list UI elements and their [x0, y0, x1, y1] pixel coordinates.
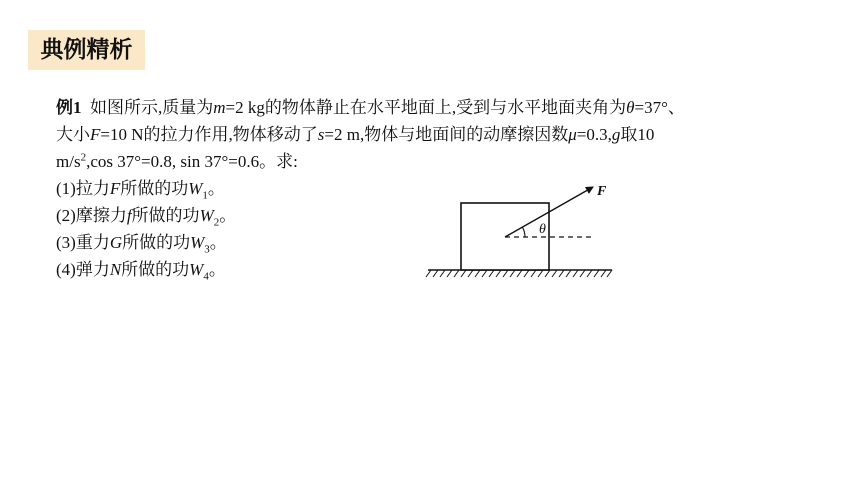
- symbol-theta: θ: [626, 98, 635, 117]
- question-symbol: G: [109, 233, 123, 252]
- question-text: 所做的功: [131, 206, 200, 225]
- question-text: 。: [208, 260, 226, 279]
- text-segment: m/s: [56, 152, 81, 171]
- question-text: (3)重力: [56, 233, 110, 252]
- question-text: 所做的功: [121, 260, 190, 279]
- question-text: 所做的功: [122, 233, 191, 252]
- symbol-g: g: [611, 125, 621, 144]
- work-symbol: W: [189, 260, 204, 279]
- text-segment: =2 m,物体与地面间的动摩擦因数: [324, 125, 569, 144]
- text-segment: =0.3,: [576, 125, 612, 144]
- question-text: 所做的功: [120, 179, 189, 198]
- subscript: 3: [204, 243, 210, 256]
- subscript: 4: [203, 270, 209, 283]
- text-segment: =2 kg的物体静止在水平地面上,受到与水平地面夹角为: [225, 98, 627, 117]
- force-diagram: [425, 176, 615, 280]
- problem-line-3: [56, 148, 816, 175]
- symbol-F: F: [90, 125, 101, 144]
- question-text: (1)拉力: [56, 179, 110, 198]
- work-symbol: W: [199, 206, 214, 225]
- symbol-s: s: [317, 125, 325, 144]
- question-text: 。: [209, 233, 227, 252]
- text-segment: 取10: [620, 125, 655, 144]
- text-segment: =37°、: [634, 98, 685, 117]
- question-text: 。: [207, 179, 225, 198]
- text-segment: 大小: [56, 125, 90, 144]
- text-segment: ,cos 37°=0.8, sin 37°=0.6。求:: [86, 152, 298, 171]
- work-symbol: W: [188, 179, 203, 198]
- question-text: (2)摩擦力: [56, 206, 127, 225]
- problem-label: 例1: [56, 98, 82, 117]
- subscript: 1: [202, 189, 208, 202]
- text-segment: =10 N的拉力作用,物体移动了: [100, 125, 318, 144]
- question-symbol: N: [109, 260, 122, 279]
- superscript: 2: [80, 151, 87, 164]
- question-text: 。: [219, 206, 237, 225]
- question-symbol: F: [109, 179, 121, 198]
- problem-line-1: [56, 94, 816, 121]
- work-symbol: W: [190, 233, 205, 252]
- force-label: F: [597, 184, 607, 199]
- question-symbol: f: [126, 206, 132, 225]
- section-title: 典例精析: [28, 30, 145, 70]
- text-segment: 如图所示,质量为: [90, 98, 214, 117]
- ground-hatching: [426, 270, 612, 277]
- angle-label: θ: [539, 222, 546, 237]
- symbol-mu: μ: [568, 125, 577, 144]
- subscript: 2: [213, 216, 220, 229]
- question-text: (4)弹力: [56, 260, 110, 279]
- symbol-m: m: [213, 98, 226, 117]
- problem-line-2: [56, 121, 816, 148]
